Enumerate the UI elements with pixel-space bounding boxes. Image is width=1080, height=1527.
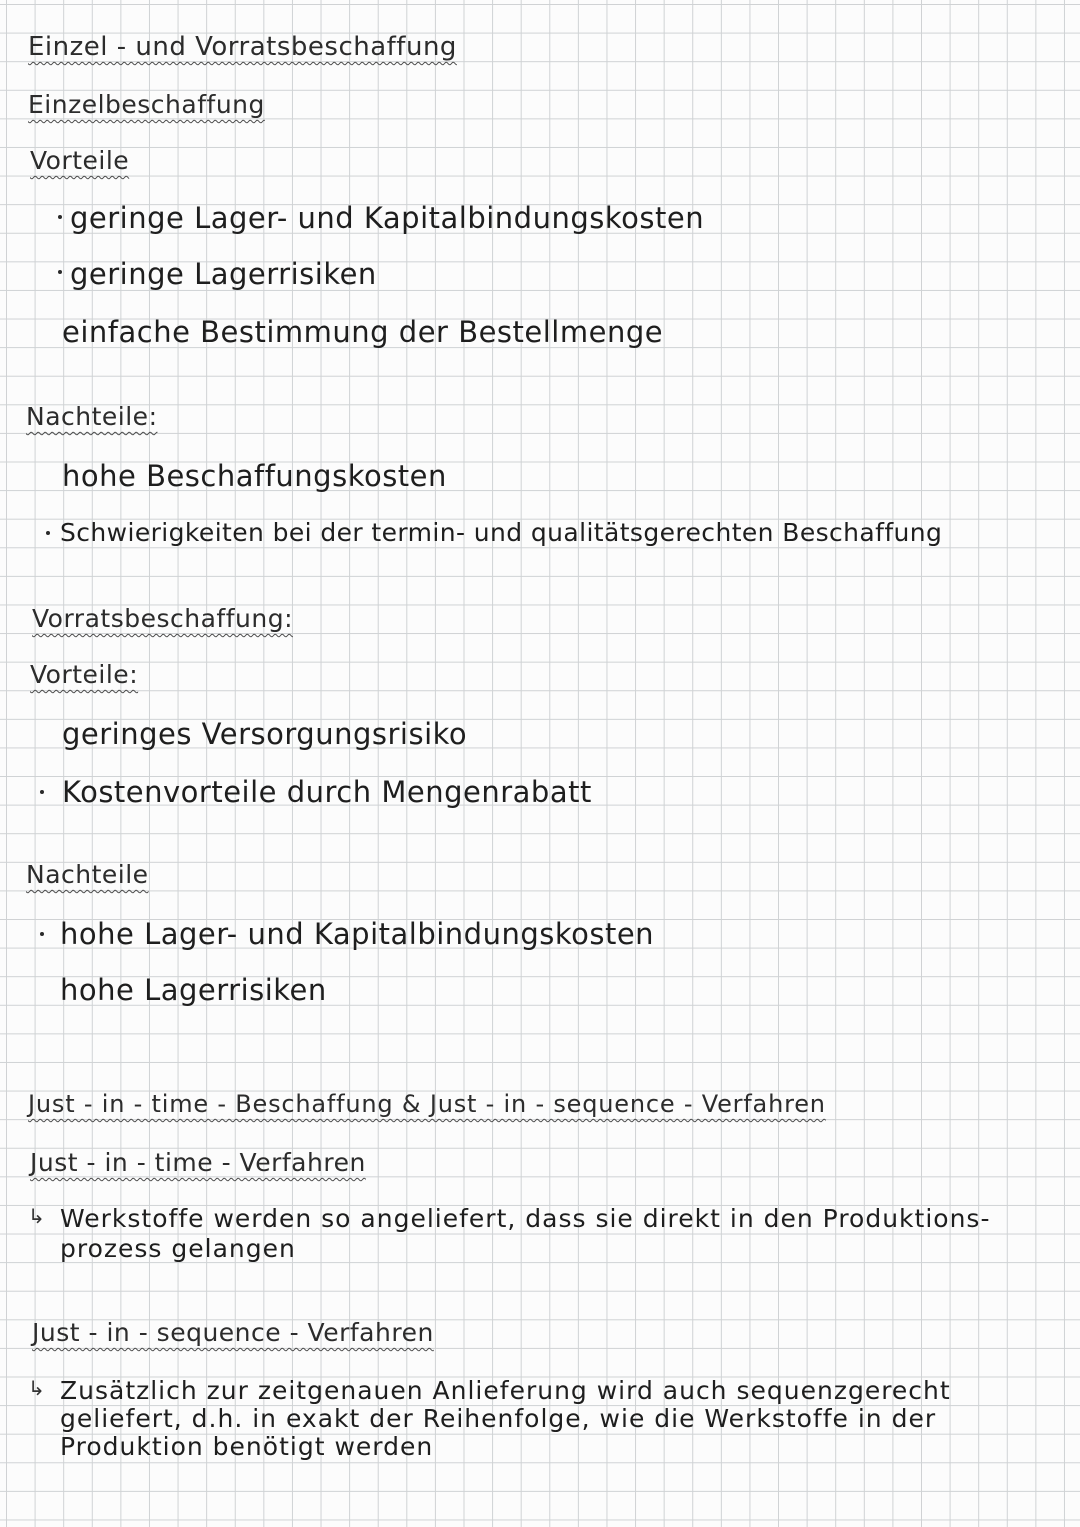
subheading-nachteile: Nachteile: [26, 860, 149, 889]
paragraph-line: Produktion benötigt werden: [60, 1432, 434, 1461]
paragraph-line: geliefert, d.h. in exakt der Reihenfolge, wie die Werkstoffe in der: [60, 1404, 937, 1433]
section-heading-vorratsbeschaffung: Vorratsbeschaffung:: [32, 604, 293, 633]
list-item: Kostenvorteile durch Mengenrabatt: [62, 775, 592, 809]
arrow-icon: ↳: [28, 1376, 45, 1400]
subheading-jit: Just - in - time - Verfahren: [30, 1148, 366, 1177]
list-item: Schwierigkeiten bei der termin- und qualitätsgerechten Beschaffung: [60, 518, 943, 547]
subheading-jis: Just - in - sequence - Verfahren: [32, 1318, 434, 1347]
bullet-dot: [40, 932, 44, 936]
subheading-vorteile: Vorteile: [30, 146, 130, 175]
bullet-dot: [46, 531, 50, 535]
paragraph-line: Zusätzlich zur zeitgenauen Anlieferung wird auch sequenzgerecht: [60, 1376, 951, 1405]
arrow-icon: ↳: [28, 1204, 45, 1228]
list-item: einfache Bestimmung der Bestellmenge: [62, 315, 664, 349]
subheading-nachteile: Nachteile:: [26, 402, 158, 431]
list-item: hohe Lagerrisiken: [60, 973, 327, 1007]
section-heading-jit-jis: Just - in - time - Beschaffung & Just - in - sequence - Verfahren: [28, 1090, 826, 1118]
page-title: Einzel - und Vorratsbeschaffung: [28, 32, 457, 62]
paragraph-line: Werkstoffe werden so angeliefert, dass sie direkt in den Produktions-: [60, 1204, 991, 1233]
list-item: geringes Versorgungsrisiko: [62, 717, 468, 751]
list-item: geringe Lager- und Kapitalbindungskosten: [70, 201, 705, 235]
bullet-dot: [40, 790, 44, 794]
subheading-vorteile: Vorteile:: [30, 660, 139, 689]
list-item: hohe Beschaffungskosten: [62, 459, 447, 493]
list-item: geringe Lagerrisiken: [70, 257, 377, 291]
paragraph-line: prozess gelangen: [60, 1234, 296, 1263]
bullet-dot: [58, 270, 62, 274]
section-heading-einzelbeschaffung: Einzelbeschaffung: [28, 90, 265, 119]
bullet-dot: [58, 215, 62, 219]
list-item: hohe Lager- und Kapitalbindungskosten: [60, 917, 655, 951]
